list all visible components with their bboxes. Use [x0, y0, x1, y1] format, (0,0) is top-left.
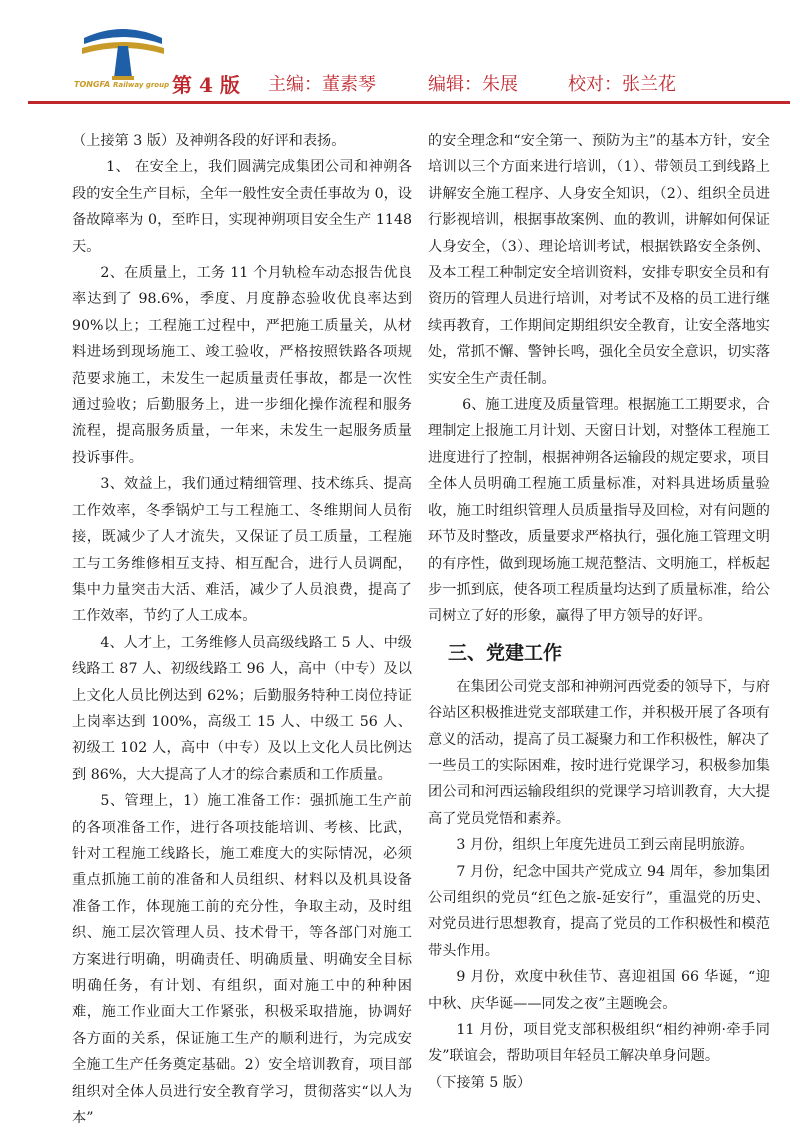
paragraph-safety: 1、 在安全上，我们圆满完成集团公司和神朔各段的安全生产目标，全年一般性安全责任事故为 0，设备故障率为 0，至昨日，实现神朔项目安全生产 1148 天。 — [72, 159, 412, 255]
paragraph-talent: 4、人才上，工务维修人员高级线路工 5 人、中级线路工 87 人、初级线路工 96 人，高中（中专）及以上文化人员比例达到 62%；后勤服务特种工岗位持证上岗率达到 100%，高级工 15 人、中级工 56 人、初级工 102 人，高中（中专）及以上文化人员比例达到 86%，大大提高了人才的综合素质和工作质量。 — [72, 634, 412, 783]
logo-wordmark: TONGFA Railway group — [74, 80, 170, 89]
paragraph-march: 3 月份，组织上年度先进员工到云南昆明旅游。 — [456, 837, 754, 854]
continued-to-note: （下接第 5 版） — [428, 1074, 532, 1091]
paragraph-quality: 2、在质量上，工务 11 个月轨检车动态报告优良率达到了 98.6%，季度、月度静态验收优良率达到 90%以上；工程施工过程中，严把施工质量关，从材料进场到现场施工、竣工验收，严格按照铁路各项规范要求施工，未发生一起质量责任事故，都是一次性通过验收；后勤服务上，进一步细化操作流程和服务流程，提高服务质量，一年来，未发生一起服务质量投诉事件。 — [72, 265, 412, 466]
company-logo — [78, 18, 168, 88]
paragraph-progress-quality: 6、施工进度及质量管理。根据施工工期要求，合理制定上报施工月计划、天窗日计划，对整体工程施工进度进行了控制，根据神朔各运输段的规定要求，项目全体人员明确工程施工质量标准，对料具进场质量验收，施工时组织管理人员质量指导及回检，对有问题的环节及时整改，质量要求严格执行，强化施工管理文明的有序性，做到现场施工规范整洁、文明施工，样板起步一抓到底，使各项工程质量均达到了质量标准，给公司树立了好的形象，赢得了甲方领导的好评。 — [428, 397, 770, 625]
header-rule — [28, 101, 790, 104]
right-column — [428, 128, 770, 1096]
paragraph-management: 5、管理上，1）施工准备工作：强抓施工生产前的各项准备工作，进行各项技能培训、考核、比武，针对工程施工线路长，施工难度大的实际情况，必须重点抓施工前的准备和人员组织、材料以及机具设备准备工作，体现施工前的充分性，争取主动，及时组织、施工层次管理人员、技术骨干，等各部门对施工方案进行明确，明确责任、明确质量、明确安全目标明确任务，有计划、有组织，面对施工中的种种困难，施工作业面大工作紧张，积极采取措施，协调好各方面的关系，保证施工生产的顺利进行，为完成安全施工生产任务奠定基础。2）安全培训教育，项目部组织对全体人员进行安全教育学习，贯彻落实“以人为本” — [72, 793, 412, 1127]
paragraph-efficiency: 3、效益上，我们通过精细管理、技术练兵、提高工作效率，冬季锅炉工与工程施工、冬维期间人员衔接，既减少了人才流失，又保证了员工质量，工程施工与工务维修相互支持、相互配合，进行人员调配，集中力量突击大活、难活，减少了人员浪费，提高了工作效率，节约了人工成本。 — [72, 476, 412, 625]
page-header — [0, 0, 800, 110]
editor: 编辑：朱展 — [428, 74, 518, 95]
paragraph-september: 9 月份，欢度中秋佳节、喜迎祖国 66 华诞，“迎中秋、庆华诞——同发之夜”主题晚会。 — [428, 969, 770, 1012]
proofreader: 校对：张兰花 — [568, 74, 676, 95]
left-column — [72, 128, 412, 1131]
section-title-party: 三、党建工作 — [448, 641, 563, 664]
paragraph-november: 11 月份，项目党支部积极组织“相约神朔·牵手同发”联谊会，帮助项目年轻员工解决单身问题。 — [428, 1022, 770, 1065]
chief-editor: 主编：董素琴 — [268, 74, 376, 95]
continued-from-note: （上接第 3 版）及神朔各段的好评和表扬。 — [72, 133, 346, 149]
edition-number: 第 4 版 — [172, 73, 240, 97]
paragraph-july: 7 月份，纪念中国共产党成立 94 周年，参加集团公司组织的党员“红色之旅-延安行”，重温党的历史、对党员进行思想教育，提高了党员的工作积极性和模范带头作用。 — [428, 863, 770, 959]
paragraph-party-intro: 在集团公司党支部和神朔河西党委的领导下，与府谷站区积极推进党支部联建工作，并积极开展了各项有意义的活动，提高了员工凝聚力和工作积极性，解决了一些员工的实际困难，按时进行党课学习，积极参加集团公司和河西运输段组织的党课学习培训教育，大大提高了党员党悟和素养。 — [428, 678, 770, 827]
paragraph-safety-training: 的安全理念和“安全第一、预防为主”的基本方针，安全培训以三个方面来进行培训，（1）、带领员工到线路上讲解安全施工程序、人身安全知识，（2）、组织全员进行影视培训，根据事故案例、血的教训，讲解如何保证人身安全，（3）、理论培训考试，根据铁路安全条例、及本工程工种制定安全培训资料，安排专职安全员和有资历的管理人员进行培训，对考试不及格的员工进行继续再教育，工作期间定期组织安全教育，让安全落地实处，常抓不懈、警钟长鸣，强化全员安全意识，切实落实安全生产责任制。 — [428, 133, 770, 387]
